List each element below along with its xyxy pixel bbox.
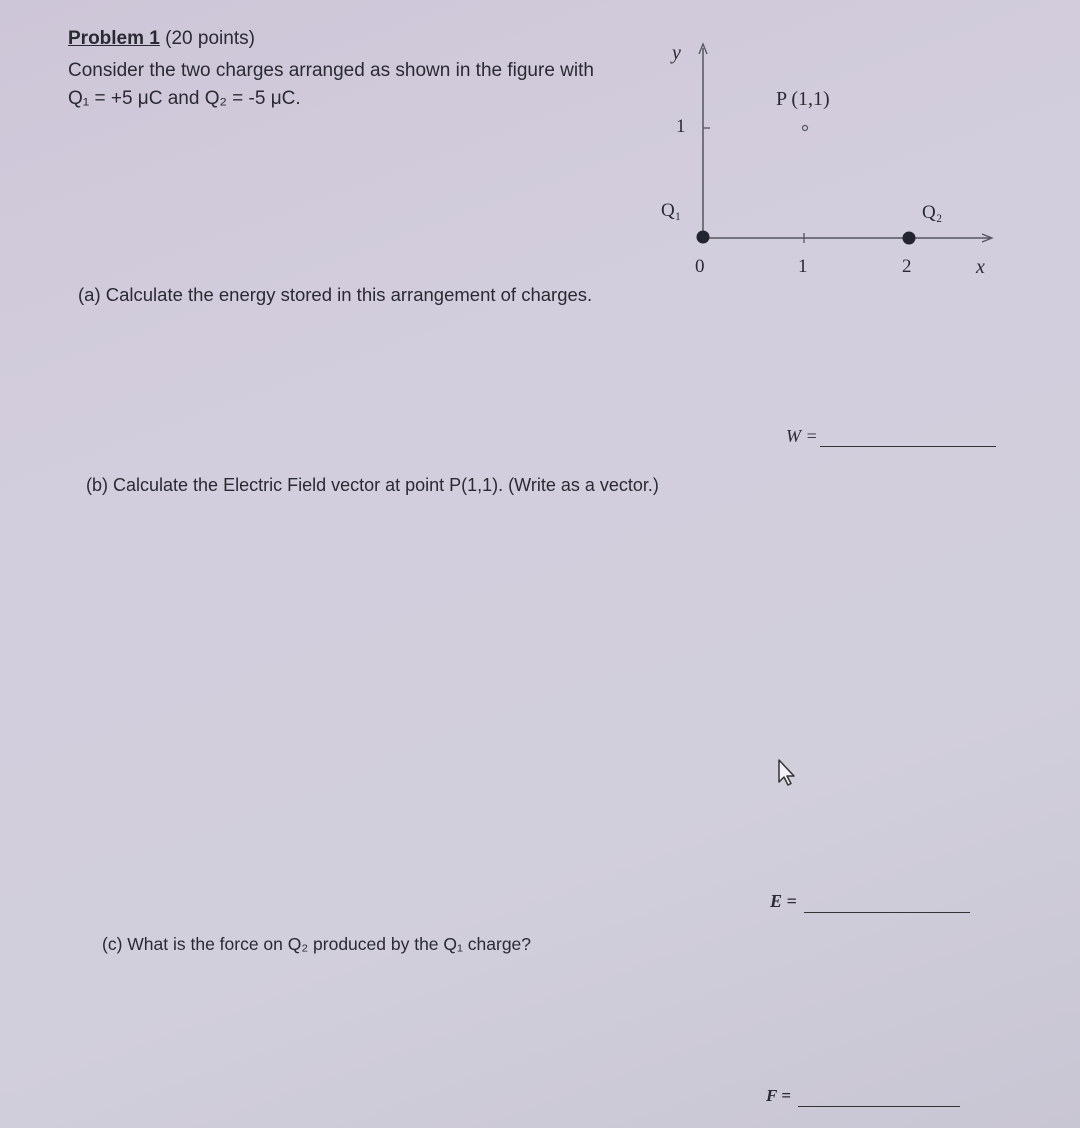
charge-q1-dot [697, 231, 710, 244]
x-tick-label-1: 1 [798, 256, 808, 277]
x-tick-label-2: 2 [902, 256, 912, 277]
x-axis-label: x [976, 256, 985, 278]
x-tick-label-0: 0 [695, 256, 705, 277]
problem-points: (20 points) [165, 28, 255, 49]
mouse-pointer-icon [776, 758, 798, 788]
charge-diagram [0, 0, 1080, 300]
charge-q1-label: Q₁ [661, 200, 682, 221]
problem-statement-line1: Consider the two charges arranged as shown in the figure with [68, 60, 594, 81]
part-a-question: (a) Calculate the energy stored in this arrangement of charges. [78, 284, 593, 305]
answer-w-blank[interactable] [820, 446, 996, 447]
point-p-marker [803, 126, 808, 131]
y-axis-label: y [672, 42, 681, 64]
answer-f-label: F = [766, 1086, 791, 1105]
charge-q2-dot [903, 232, 916, 245]
problem-title: Problem 1 [68, 28, 160, 49]
part-c-question: (c) What is the force on Q₂ produced by the Q₁ charge? [102, 934, 532, 954]
y-tick-label-1: 1 [676, 116, 686, 137]
answer-e-label: E = [770, 891, 797, 911]
part-b-question: (b) Calculate the Electric Field vector at point P(1,1). (Write as a vector.) [86, 475, 659, 495]
problem-statement-line2: Q₁ = +5 μC and Q₂ = -5 μC. [68, 88, 301, 109]
charge-q2-label: Q₂ [922, 202, 943, 223]
answer-f-blank[interactable] [798, 1106, 960, 1107]
answer-e-blank[interactable] [804, 912, 970, 913]
answer-w-label: W = [786, 426, 818, 446]
point-p-label: P (1,1) [776, 88, 830, 110]
